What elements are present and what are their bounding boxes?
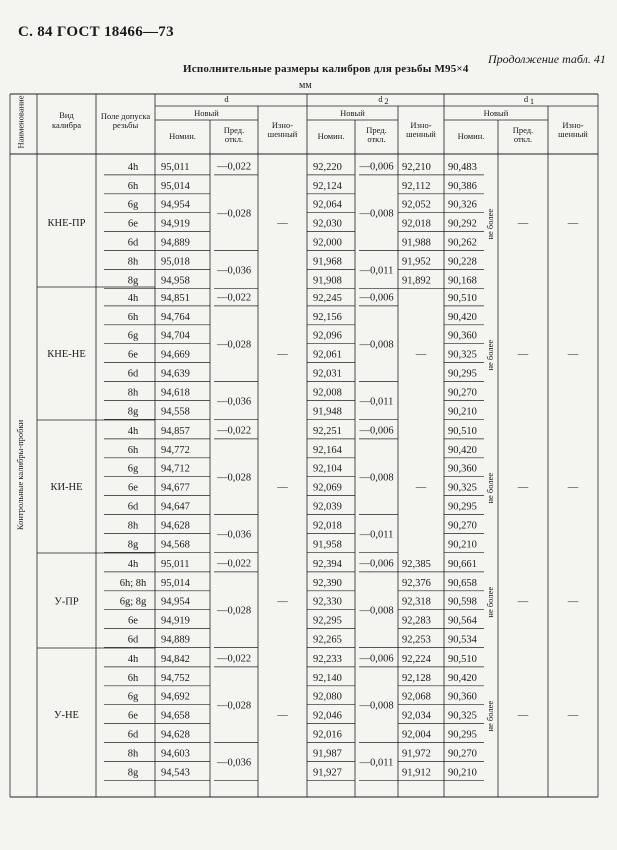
d1-nominal: 90,420 [448, 444, 477, 456]
d2-nominal: 92,140 [313, 672, 342, 684]
d-nominal: 94,618 [161, 387, 190, 399]
d2-nominal: 92,080 [313, 691, 342, 703]
d2-worn: 92,034 [402, 710, 431, 722]
tolerance-field: 4h [127, 653, 139, 665]
tolerance-field: 8g [127, 406, 139, 418]
d2-deviation: —0,011 [359, 396, 394, 408]
header-pole: Поле допуска [100, 111, 151, 121]
d2-deviation: —0,006 [359, 653, 394, 665]
d2-nominal: 91,948 [313, 406, 342, 418]
header-nomin: Номин. [317, 131, 345, 141]
d2-worn-dash: — [415, 349, 427, 361]
d2-nominal: 92,030 [313, 218, 342, 230]
header-vid: Вид [59, 110, 74, 120]
d2-deviation: —0,011 [359, 757, 394, 769]
d-nominal: 94,752 [161, 672, 190, 684]
d-deviation: —0,028 [216, 472, 252, 484]
header-d1-sub: 1 [529, 96, 535, 106]
d1-nominal: 90,270 [448, 387, 477, 399]
d-deviation: —0,022 [216, 653, 252, 665]
d-worn-dash: — [277, 596, 288, 608]
continuation-note: Продолжение табл. 41 [488, 52, 606, 66]
d-nominal: 94,558 [161, 406, 190, 418]
d2-worn: 92,385 [402, 558, 431, 570]
d2-nominal: 92,008 [313, 387, 342, 399]
d-nominal: 94,628 [161, 729, 190, 741]
d2-deviation: —0,006 [359, 161, 394, 173]
d1-nominal: 90,210 [448, 539, 477, 551]
d1-nominal: 90,262 [448, 237, 477, 249]
d2-nominal: 92,104 [313, 463, 342, 475]
d2-worn-dash: — [415, 482, 427, 494]
d1-nominal: 90,510 [448, 425, 477, 437]
d2-nominal: 92,018 [313, 520, 342, 532]
header-novyi: Новый [340, 108, 365, 118]
d1-nominal: 90,168 [448, 275, 477, 287]
header-iznoshennyi: Изно- [562, 120, 584, 130]
d2-nominal: 92,330 [313, 596, 342, 608]
d-deviation: —0,028 [216, 605, 252, 617]
d2-nominal: 92,000 [313, 237, 342, 249]
d2-deviation: —0,006 [359, 292, 394, 304]
header-pred: Пред. [512, 125, 534, 135]
tolerance-field: 6e [128, 710, 138, 722]
tolerance-field: 6g [127, 199, 139, 211]
d-nominal: 94,772 [161, 444, 190, 456]
tolerance-field: 6h; 8h [119, 577, 147, 589]
d2-worn: 92,068 [402, 691, 431, 703]
d2-nominal: 92,069 [313, 482, 342, 494]
d-nominal: 94,954 [161, 596, 190, 608]
d2-worn: 92,318 [402, 596, 431, 608]
tolerance-field: 8g [127, 275, 139, 287]
d-nominal: 95,011 [161, 558, 190, 570]
d2-worn: 92,224 [402, 653, 431, 665]
d1-nominal: 90,326 [448, 199, 477, 211]
gauge-type-label: КИ-НЕ [50, 482, 83, 494]
d-nominal: 94,669 [161, 349, 190, 361]
d2-worn: 92,376 [402, 577, 431, 589]
d1-nominal: 90,658 [448, 577, 477, 589]
header-nomin: Номин. [169, 131, 196, 141]
d1-deviation-dash: — [517, 710, 529, 722]
d-nominal: 94,857 [161, 425, 190, 437]
d2-worn: 92,210 [402, 161, 431, 173]
d-nominal: 94,889 [161, 237, 190, 249]
d2-nominal: 92,390 [313, 577, 342, 589]
tolerance-field: 6d [127, 634, 139, 646]
tolerance-field: 6h [127, 672, 139, 684]
d1-nominal: 90,510 [448, 292, 477, 304]
d2-nominal: 92,031 [313, 368, 342, 380]
tolerance-field: 6e [128, 218, 138, 230]
d-nominal: 94,677 [161, 482, 190, 494]
d2-nominal: 92,164 [313, 444, 342, 456]
d1-nominal: 90,598 [448, 596, 477, 608]
d-deviation: —0,028 [216, 339, 252, 351]
tolerance-field: 6e [128, 349, 138, 361]
d1-deviation-dash: — [517, 218, 529, 230]
d1-nominal: 90,661 [448, 558, 477, 570]
d1-worn-dash: — [567, 482, 579, 494]
d-nominal: 94,889 [161, 634, 190, 646]
d-deviation: —0,028 [216, 700, 252, 712]
d2-deviation: —0,008 [359, 605, 394, 617]
d-deviation: —0,036 [216, 757, 252, 769]
d2-nominal: 92,394 [313, 558, 342, 570]
d1-deviation-dash: — [517, 349, 529, 361]
header-novyi: Новый [194, 108, 219, 118]
tolerance-field: 6g [127, 463, 139, 475]
d-nominal: 94,603 [161, 748, 190, 760]
d2-worn: 91,972 [402, 748, 431, 760]
header-nomin: Номин. [457, 131, 485, 141]
d2-worn: 92,253 [402, 634, 431, 646]
d-nominal: 94,958 [161, 275, 190, 287]
d1-nominal: 90,270 [448, 748, 477, 760]
d1-nominal: 90,325 [448, 710, 477, 722]
d1-nominal: 90,420 [448, 311, 477, 323]
d-nominal: 94,954 [161, 199, 190, 211]
tolerance-field: 6d [127, 501, 139, 513]
d1-deviation-dash: — [517, 482, 529, 494]
d-nominal: 94,692 [161, 691, 190, 703]
d2-deviation: —0,006 [359, 425, 394, 437]
header-d1: d [523, 94, 529, 104]
d2-worn: 91,952 [402, 256, 431, 268]
d2-worn: 91,912 [402, 767, 431, 779]
d2-nominal: 92,245 [313, 292, 342, 304]
d1-worn-dash: — [567, 218, 579, 230]
d1-nominal: 90,360 [448, 691, 477, 703]
d1-nominal: 90,210 [448, 767, 477, 779]
ne-bolee-label: не более [485, 208, 495, 240]
d-nominal: 94,712 [161, 463, 190, 475]
d-deviation: —0,022 [216, 161, 252, 173]
tolerance-field: 4h [127, 161, 139, 173]
tolerance-field: 6h [127, 180, 139, 192]
table-title: Исполнительные размеры калибров для резьбы М95×4 [183, 63, 469, 75]
d-deviation: —0,028 [216, 208, 252, 220]
d1-nominal: 90,510 [448, 653, 477, 665]
d2-worn: 91,988 [402, 237, 431, 249]
ne-bolee-label: не более [485, 586, 495, 618]
tolerance-field: 6h [127, 444, 139, 456]
header-pole: резьбы [112, 120, 139, 130]
tolerance-field: 8h [127, 520, 139, 532]
d1-nominal: 90,564 [448, 615, 477, 627]
ne-bolee-label: не более [485, 472, 495, 504]
d-nominal: 94,764 [161, 311, 190, 323]
tolerance-field: 8h [127, 748, 139, 760]
tolerance-field: 6e [128, 615, 138, 627]
header-vid: калибра [52, 120, 81, 130]
tolerance-field: 4h [127, 425, 139, 437]
d-worn-dash: — [277, 710, 288, 722]
d1-nominal: 90,420 [448, 672, 477, 684]
d1-nominal: 90,295 [448, 729, 477, 741]
d-nominal: 94,647 [161, 501, 190, 513]
d1-nominal: 90,325 [448, 482, 477, 494]
tolerance-field: 6g [127, 330, 139, 342]
d2-worn: 92,018 [402, 218, 431, 230]
d-nominal: 94,851 [161, 292, 190, 304]
tolerance-field: 4h [127, 558, 139, 570]
gauge-type-label: КНЕ-ПР [47, 218, 86, 230]
d-worn-dash: — [277, 482, 288, 494]
header-pred: Пред. [366, 125, 387, 135]
d-nominal: 94,639 [161, 368, 190, 380]
d2-deviation: —0,008 [359, 472, 394, 484]
d2-nominal: 91,908 [313, 275, 342, 287]
d1-nominal: 90,292 [448, 218, 477, 230]
d1-nominal: 90,295 [448, 368, 477, 380]
d1-nominal: 90,360 [448, 330, 477, 342]
header-iznoshennyi: Изно- [410, 120, 432, 130]
d2-nominal: 91,958 [313, 539, 342, 551]
d-deviation: —0,022 [216, 292, 252, 304]
d1-nominal: 90,228 [448, 256, 477, 268]
d2-worn: 92,128 [402, 672, 431, 684]
tolerance-field: 6d [127, 237, 139, 249]
d-nominal: 94,919 [161, 615, 190, 627]
d-nominal: 94,919 [161, 218, 190, 230]
gauge-type-label: У-ПР [54, 596, 79, 608]
tolerance-field: 8h [127, 387, 139, 399]
d2-worn: 91,892 [402, 275, 431, 287]
d1-nominal: 90,210 [448, 406, 477, 418]
header-iznoshennyi: Изно- [271, 120, 294, 130]
d-nominal: 94,568 [161, 539, 190, 551]
d2-nominal: 92,064 [313, 199, 342, 211]
gauge-type-label: У-НЕ [54, 710, 79, 722]
d2-nominal: 92,265 [313, 634, 342, 646]
tolerance-field: 6e [128, 482, 138, 494]
header-novyi: Новый [483, 108, 509, 118]
d2-nominal: 92,016 [313, 729, 342, 741]
d2-nominal: 92,156 [313, 311, 342, 323]
d-deviation: —0,036 [216, 396, 252, 408]
tolerance-field: 6d [127, 729, 139, 741]
d1-worn-dash: — [567, 710, 579, 722]
d-nominal: 94,704 [161, 330, 190, 342]
d2-deviation: —0,011 [359, 529, 394, 541]
header-d2: d [378, 94, 383, 104]
d1-nominal: 90,325 [448, 349, 477, 361]
d-nominal: 95,014 [161, 577, 190, 589]
d1-worn-dash: — [567, 596, 579, 608]
d2-nominal: 91,987 [313, 748, 342, 760]
tolerance-field: 8g [127, 539, 139, 551]
d2-nominal: 91,927 [313, 767, 342, 779]
d2-deviation: —0,008 [359, 339, 394, 351]
tolerance-field: 4h [127, 292, 139, 304]
ne-bolee-label: не более [485, 700, 495, 732]
page-header: С. 84 ГОСТ 18466—73 [18, 24, 174, 40]
header-iznoshennyi: шенный [267, 129, 298, 139]
header-pred: откл. [224, 134, 244, 144]
header-iznoshennyi: шенный [558, 129, 588, 139]
header-naimenovanie: Наименование [15, 95, 26, 149]
d2-worn: 92,004 [402, 729, 431, 741]
d-nominal: 95,018 [161, 256, 190, 268]
d2-nominal: 92,295 [313, 615, 342, 627]
d-nominal: 94,543 [161, 767, 190, 779]
d1-nominal: 90,534 [448, 634, 477, 646]
d2-nominal: 92,124 [313, 180, 342, 192]
d2-nominal: 92,061 [313, 349, 342, 361]
d2-nominal: 92,039 [313, 501, 342, 513]
d2-nominal: 92,220 [313, 161, 342, 173]
d-nominal: 94,842 [161, 653, 190, 665]
header-pred: откл. [513, 134, 533, 144]
header-pred: Пред. [223, 125, 245, 135]
tolerance-field: 6g; 8g [119, 596, 147, 608]
d-nominal: 95,011 [161, 161, 190, 173]
d1-worn-dash: — [567, 349, 579, 361]
d2-deviation: —0,008 [359, 700, 394, 712]
d1-nominal: 90,386 [448, 180, 477, 192]
header-d: d [224, 94, 229, 104]
table-unit: мм [299, 80, 312, 91]
d1-deviation-dash: — [517, 596, 529, 608]
ne-bolee-label: не более [485, 339, 495, 371]
d2-worn: 92,052 [402, 199, 431, 211]
tolerance-field: 6d [127, 368, 139, 380]
header-d2-sub: 2 [384, 96, 389, 106]
gauge-type-label: КНЕ-НЕ [47, 349, 86, 361]
d2-worn: 92,112 [402, 180, 431, 192]
d-deviation: —0,036 [216, 529, 252, 541]
d2-deviation: —0,008 [359, 208, 394, 220]
d1-nominal: 90,483 [448, 161, 477, 173]
d1-nominal: 90,360 [448, 463, 477, 475]
d-nominal: 95,014 [161, 180, 190, 192]
d2-nominal: 91,968 [313, 256, 342, 268]
d2-nominal: 92,233 [313, 653, 342, 665]
d1-nominal: 90,295 [448, 501, 477, 513]
d-deviation: —0,022 [216, 425, 252, 437]
d2-deviation: —0,011 [359, 265, 394, 277]
d2-deviation: —0,006 [359, 558, 394, 570]
tolerance-field: 6g [127, 691, 139, 703]
d-deviation: —0,022 [216, 558, 252, 570]
d1-nominal: 90,270 [448, 520, 477, 532]
group-label: Контрольные калибры-пробки [15, 419, 25, 531]
tolerance-field: 8h [127, 256, 139, 268]
d-worn-dash: — [277, 349, 288, 361]
d-nominal: 94,628 [161, 520, 190, 532]
header-iznoshennyi: шенный [406, 129, 436, 139]
d2-nominal: 92,251 [313, 425, 342, 437]
d-worn-dash: — [277, 218, 288, 230]
tolerance-field: 8g [127, 767, 139, 779]
d2-worn: 92,283 [402, 615, 431, 627]
header-pred: откл. [367, 134, 386, 144]
d2-nominal: 92,046 [313, 710, 342, 722]
d-deviation: —0,036 [216, 265, 252, 277]
d-nominal: 94,658 [161, 710, 190, 722]
tolerance-field: 6h [127, 311, 139, 323]
d2-nominal: 92,096 [313, 330, 342, 342]
